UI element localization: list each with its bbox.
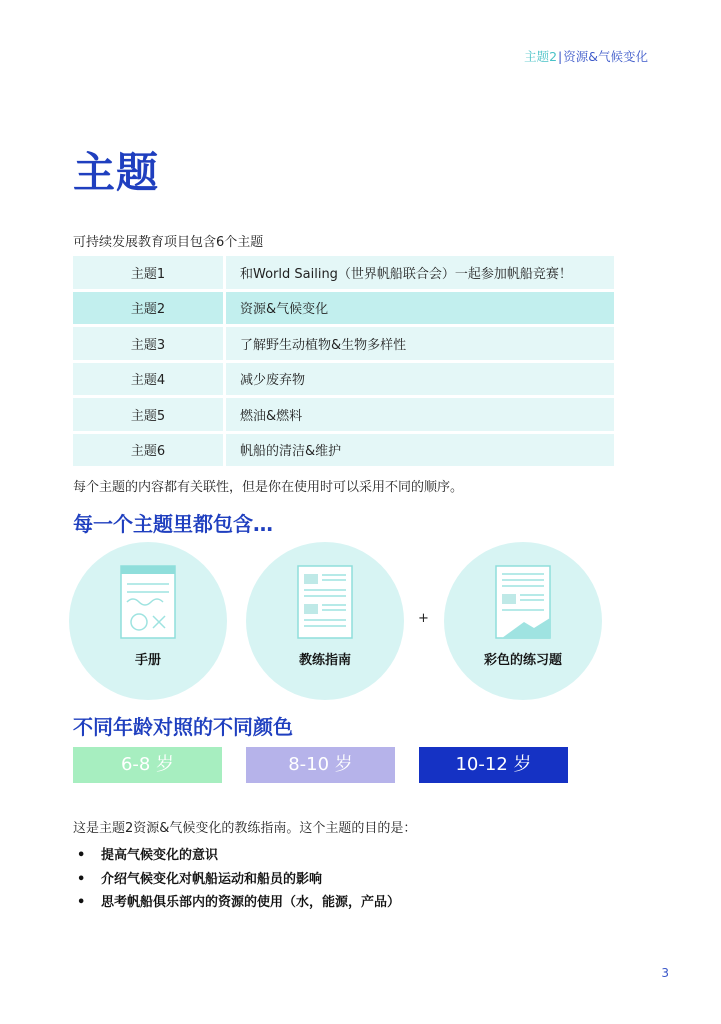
table-row	[73, 327, 614, 360]
table-row	[73, 398, 614, 431]
plus-sign: +	[418, 611, 429, 626]
purpose-text: 这是主题2资源&气候变化的教练指南。这个主题的目的是：	[73, 821, 417, 836]
exercise-sheet-label: 彩色的练习题	[483, 653, 562, 668]
contents-heading: 每一个主题里都包含…	[73, 512, 273, 536]
handbook-icon	[69, 542, 227, 700]
table-row	[73, 363, 614, 396]
bullet-icon: •	[77, 895, 86, 910]
topic-number: 主题6	[73, 434, 226, 467]
topic-name: 减少废弃物	[226, 363, 614, 396]
page-header	[524, 47, 648, 65]
bullet-icon: •	[77, 871, 86, 887]
handbook-label: 手册	[134, 653, 161, 668]
header-topic: 主题2	[524, 49, 558, 64]
topic-number: 主题3	[73, 327, 226, 360]
exercise-sheet-icon	[444, 542, 602, 700]
bullet-icon: •	[77, 848, 86, 863]
topic-number: 主题5	[73, 398, 226, 431]
coach-guide-label: 教练指南	[298, 653, 351, 668]
exercise-sheet-circle	[444, 542, 602, 700]
table-row	[73, 256, 614, 289]
list-item	[73, 868, 400, 892]
age-badge-10-12: 10-12 岁	[419, 747, 568, 783]
goal-text: 提高气候变化的意识	[101, 848, 219, 863]
goal-text: 介绍气候变化对帆船运动和船员的影响	[101, 871, 323, 887]
topic-number: 主题4	[73, 363, 226, 396]
table-row	[73, 292, 614, 325]
topics-table	[73, 253, 614, 469]
topic-number: 主题2	[73, 292, 226, 325]
page-number: 3	[661, 966, 669, 980]
table-row	[73, 434, 614, 467]
intro-text: 可持续发展教育项目包含6个主题	[73, 235, 264, 250]
handbook-circle	[69, 542, 227, 700]
order-note: 每个主题的内容都有关联性，但是你在使用时可以采用不同的顺序。	[73, 480, 464, 495]
age-heading: 不同年龄对照的不同颜色	[73, 715, 293, 739]
age-badge-8-10: 8-10 岁	[246, 747, 395, 783]
coach-guide-icon	[246, 542, 404, 700]
goal-text: 思考帆船俱乐部内的资源的使用（水，能源，产品）	[101, 895, 401, 910]
topic-number: 主题1	[73, 256, 226, 289]
list-item	[73, 844, 400, 868]
topic-name: 和World Sailing（世界帆船联合会）一起参加帆船竞赛！	[226, 256, 614, 289]
header-separator: |	[558, 49, 563, 64]
header-title: 资源&气候变化	[563, 49, 648, 64]
coach-guide-circle	[246, 542, 404, 700]
topic-name: 资源&气候变化	[226, 292, 614, 325]
page-title: 主题	[73, 148, 160, 197]
topic-name: 帆船的清洁&维护	[226, 434, 614, 467]
topic-name: 燃油&燃料	[226, 398, 614, 431]
goals-list	[73, 844, 400, 915]
list-item	[73, 891, 400, 915]
topic-name: 了解野生动植物&生物多样性	[226, 327, 614, 360]
age-badge-6-8: 6-8 岁	[73, 747, 222, 783]
